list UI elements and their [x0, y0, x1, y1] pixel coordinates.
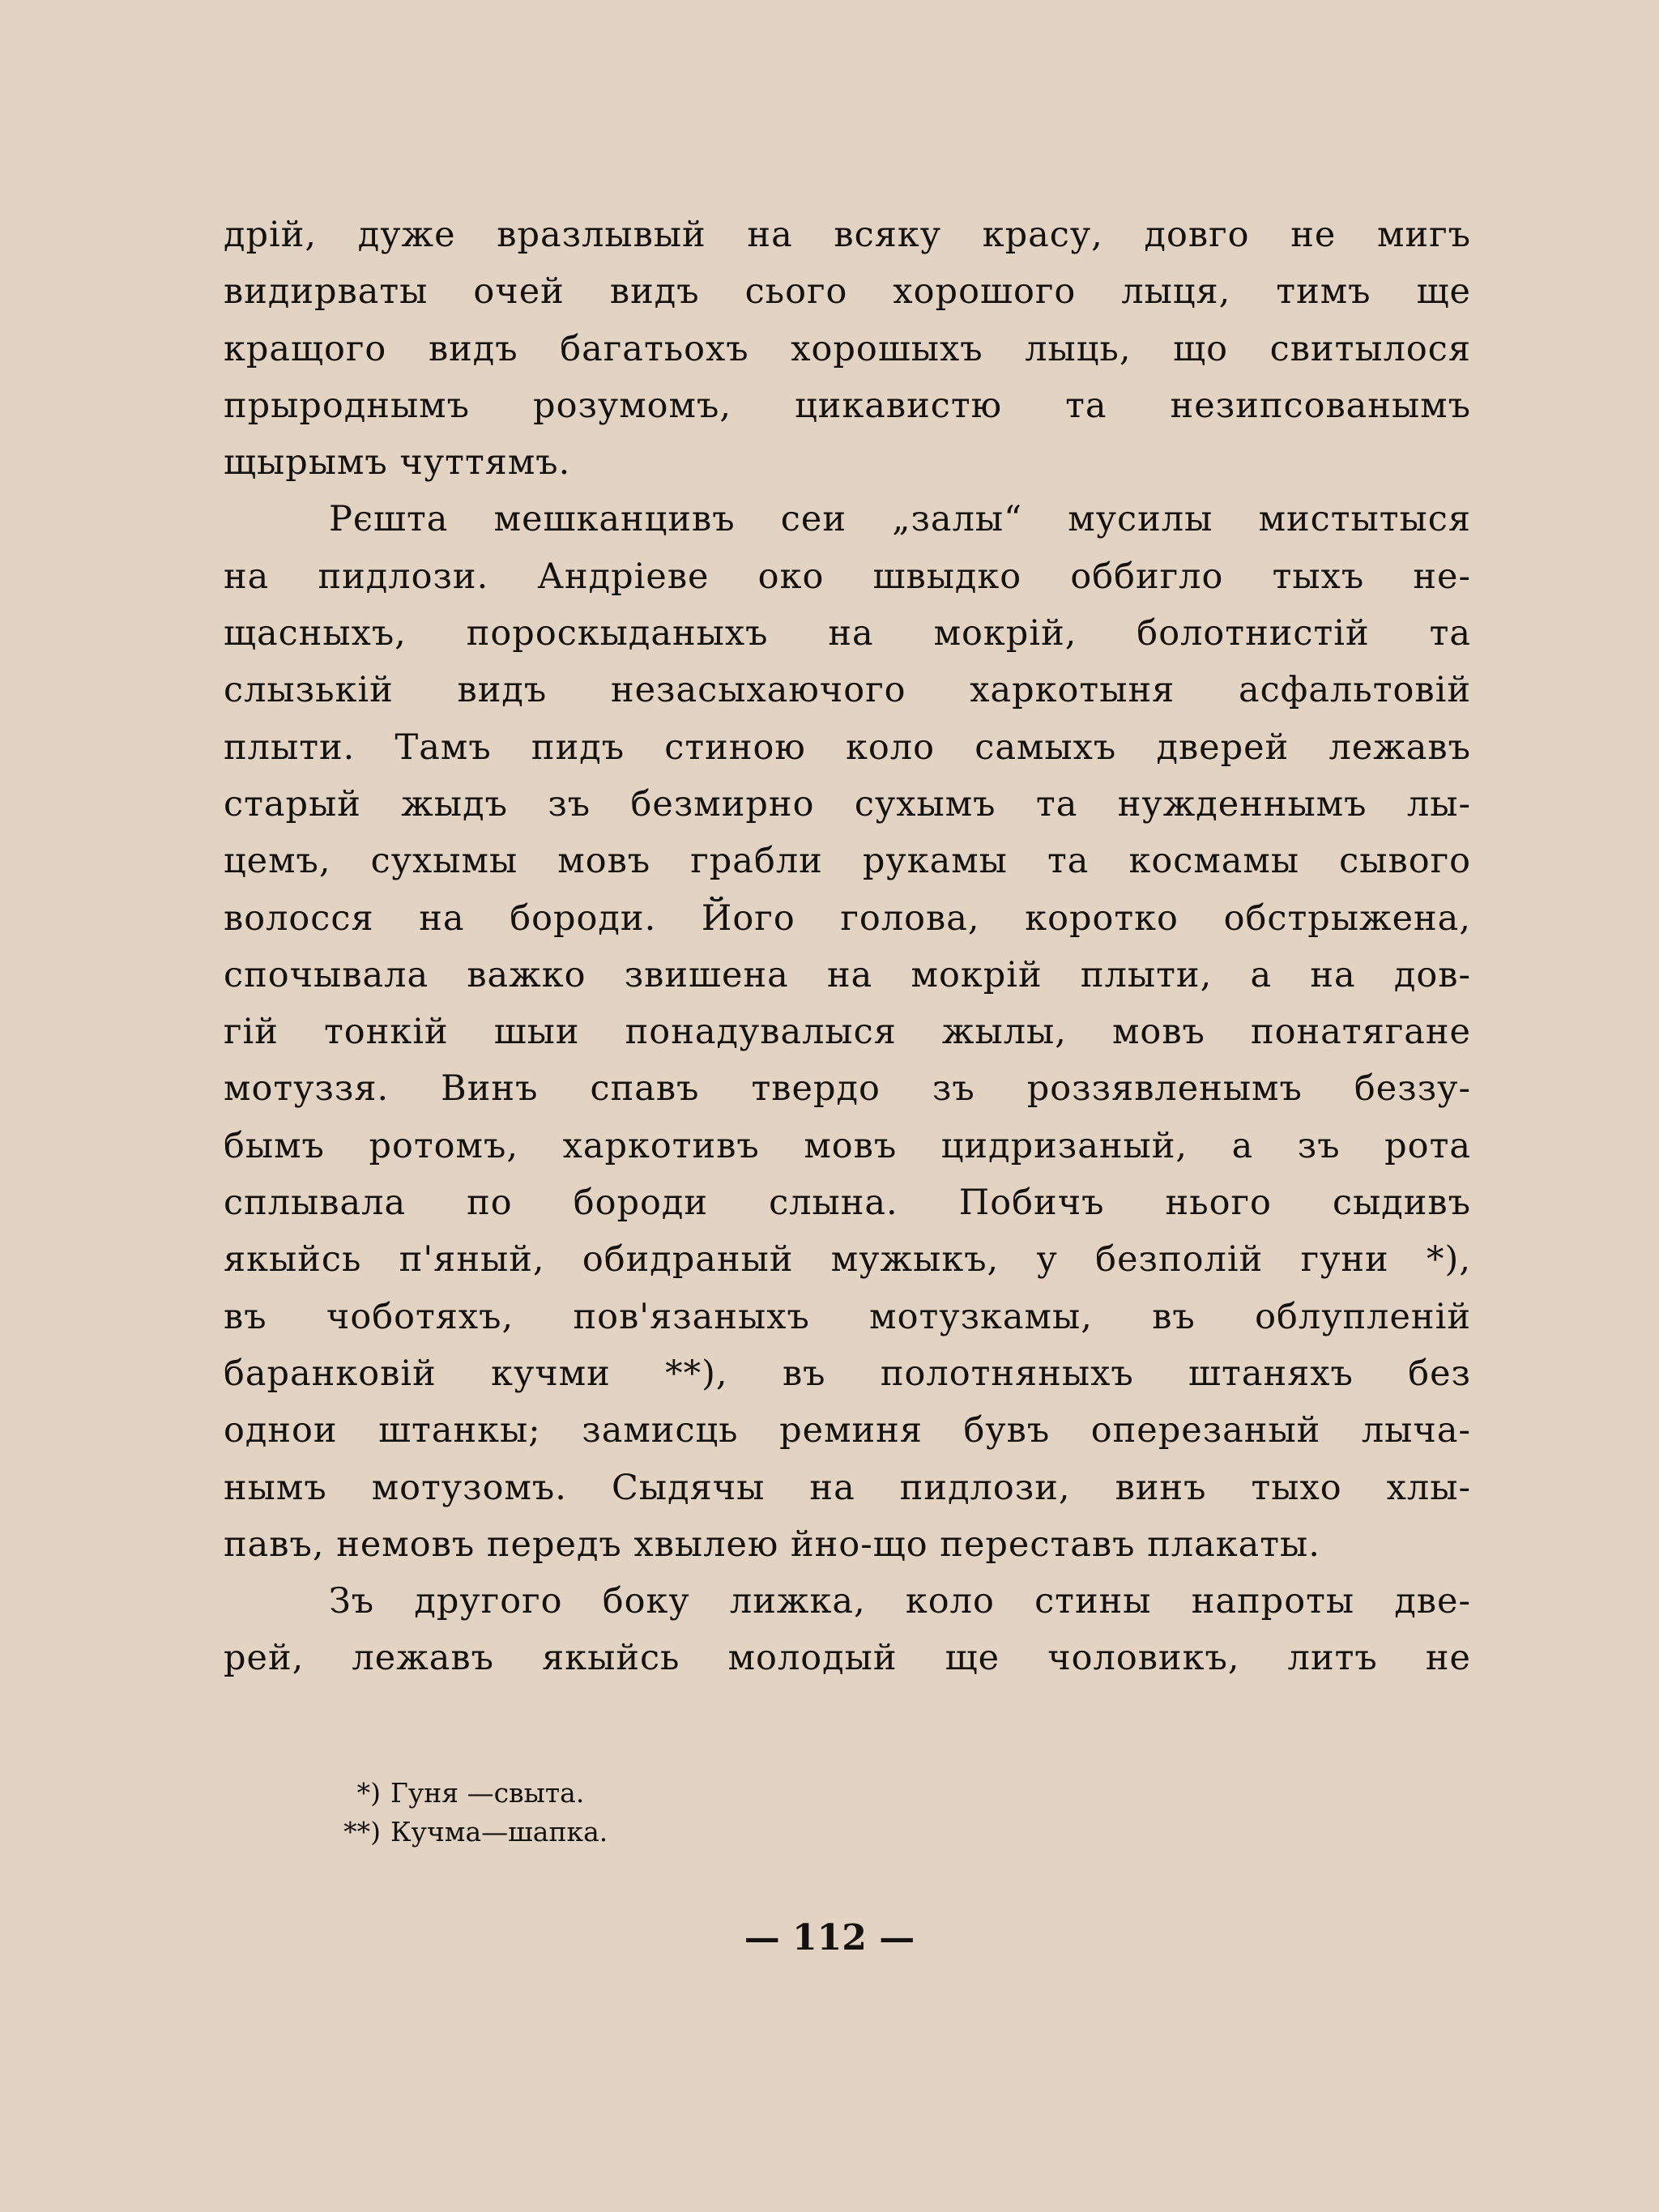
footnote-text: Кучма—шапка. — [390, 1816, 608, 1848]
text-line: дрій, дуже вразлывый на всяку красу, довго не мигъ — [224, 215, 1471, 255]
text-line: мотуззя. Винъ спавъ твердо зъ роззявленымъ беззу- — [224, 1068, 1471, 1110]
footnote-mark: **) — [343, 1816, 381, 1848]
text-line: спочывала важко звишена на мокрій плыти, а на дов- — [224, 954, 1471, 995]
text-line: щырымъ чуттямъ. — [224, 442, 571, 484]
text-line: Рєшта мешканцивъ сеи „залы“ мусилы мистытыся — [329, 499, 1471, 540]
footnote-text: Гуня —свыта. — [390, 1777, 585, 1809]
text-line: Зъ другого боку лижка, коло стины напроты две- — [329, 1581, 1471, 1622]
text-line: щасныхъ, пороскыданыхъ на мокрій, болотнистій та — [224, 613, 1471, 654]
body-text — [224, 207, 1471, 1687]
text-line: однои штанкы; замисць реминя бувъ оперезаный лыча- — [224, 1410, 1471, 1451]
text-line: въ чоботяхъ, пов'язаныхъ мотузкамы, въ облупленій — [224, 1296, 1471, 1337]
page-number: — 112 — — [744, 1917, 915, 1958]
text-line: видирваты очей видъ сього хорошого лыця, тимъ ще — [224, 271, 1471, 313]
footnote-mark: *) — [356, 1777, 381, 1809]
text-line: кращого видъ багатьохъ хорошыхъ лыць, що свитылося — [224, 328, 1471, 369]
footnote — [300, 1774, 786, 1813]
text-line: плыти. Тамъ пидъ стиною коло самыхъ дверей лежавъ — [224, 727, 1471, 768]
text-line: бымъ ротомъ, харкотивъ мовъ цидризаный, а зъ рота — [224, 1125, 1471, 1166]
text-line: на пидлози. Андріеве око швыдко оббигло тыхъ не- — [224, 556, 1471, 597]
text-line: волосся на бороди. Його голова, коротко обстрыжена, — [224, 897, 1471, 939]
text-line: гій тонкій шыи понадувалыся жылы, мовъ понатягане — [224, 1012, 1471, 1053]
footnote — [300, 1813, 786, 1852]
text-line: нымъ мотузомъ. Сыдячы на пидлози, винъ тыхо хлы- — [224, 1467, 1471, 1508]
text-line: слызькій видъ незасыхаючого харкотыня асфальтовій — [224, 670, 1471, 711]
text-line: старый жыдъ зъ безмирно сухымъ та нужденнымъ лы- — [224, 783, 1471, 825]
text-line: рей, лежавъ якыйсь молодый ще чоловикъ, литъ не — [224, 1638, 1471, 1679]
text-line: цемъ, сухымы мовъ грабли рукамы та космамы сывого — [224, 841, 1471, 882]
text-line: якыйсь п'яный, обидраный мужыкъ, у безполій гуни *), — [224, 1239, 1471, 1281]
text-line: сплывала по бороди слына. Побичъ нього сыдивъ — [224, 1183, 1471, 1224]
text-line: баранковій кучми **), въ полотняныхъ штаняхъ без — [224, 1353, 1471, 1394]
text-line: прыроднымъ розумомъ, цикавистю та незипсованымъ — [224, 385, 1471, 426]
footnotes — [300, 1774, 786, 1852]
text-line: павъ, немовъ передъ хвылею йно-що переставъ плакаты. — [224, 1524, 1320, 1565]
